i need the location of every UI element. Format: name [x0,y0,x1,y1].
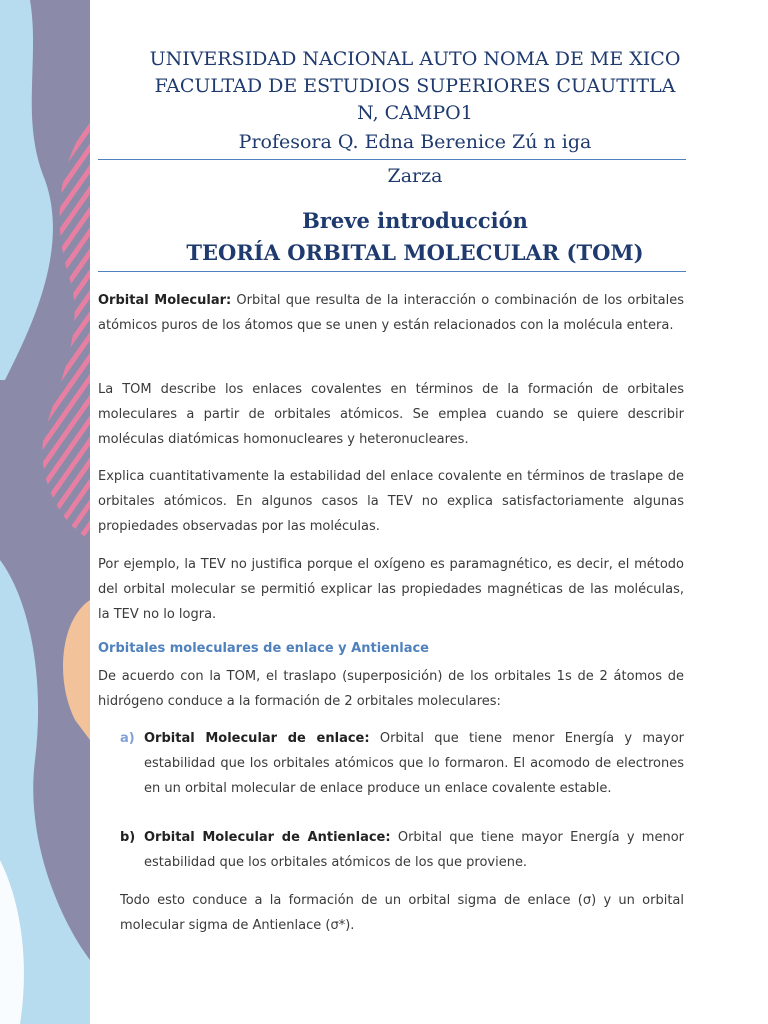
header-divider [98,159,686,160]
list-marker: b) [120,830,136,845]
title-divider [98,271,686,272]
professor-surname: Zarza [387,165,443,187]
paragraph-traslapo: De acuerdo con la TOM, el traslapo (superposición) de los orbitales 1s de 2 átomos de hidrógeno conduce a la formación de 2 orbitales moleculares: [98,669,684,709]
list-item-antienlace [120,825,684,875]
definition-enlace: Orbital que tiene menor Energía y mayor estabilidad que los orbitales atómicos que lo formaron. El acomodo de electrones en un orbital molecular de enlace produce un enlace covalente estable. [144,731,684,796]
paragraph-tom-description: La TOM describe los enlaces covalentes en términos de la formación de orbitales moleculares a partir de orbitales atómicos. Se emplea cuando se quiere describir moléculas diatómicas homonucleares y heteronucleares. [98,382,684,447]
paragraph-stability: Explica cuantitativamente la estabilidad del enlace covalente en términos de traslape de orbitales atómicos. En algunos casos la TEV no explica satisfactoriamente algunas propiedades observadas por las moléculas. [98,469,684,534]
doc-subtitle: Breve introducción [302,208,528,233]
doc-title: TEORÍA ORBITAL MOLECULAR (TOM) [186,240,644,265]
decorative-sidebar [0,0,90,1024]
paragraph-sigma: Todo esto conduce a la formación de un orbital sigma de enlace (σ) y un orbital molecular sigma de Antienlace (σ*). [120,893,684,933]
campus-name: N, CAMPO1 [357,102,473,124]
paragraph-orbital-molecular [98,288,684,338]
term-antienlace: Orbital Molecular de Antienlace: [144,830,391,845]
term-orbital-molecular: Orbital Molecular: [98,293,232,308]
section-heading: Orbitales moleculares de enlace y Antienlace [98,641,429,656]
university-name: UNIVERSIDAD NACIONAL AUTO NOMA DE ME XICO [149,48,681,70]
list-marker: a) [120,731,135,746]
definition-antienlace: Orbital que tiene mayor Energía y menor estabilidad que los orbitales atómicos de los que proviene. [144,830,684,870]
faculty-name: FACULTAD DE ESTUDIOS SUPERIORES CUAUTITLA [154,75,676,97]
list-item-enlace [120,726,684,801]
professor-name: Profesora Q. Edna Berenice Zú n iga [238,131,592,153]
paragraph-example: Por ejemplo, la TEV no justifica porque el oxígeno es paramagnético, es decir, el método del orbital molecular se permitió explicar las propiedades magnéticas de las moléculas, la TEV no lo logra. [98,557,684,622]
definition-orbital-molecular: Orbital que resulta de la interacción o combinación de los orbitales atómicos puros de los átomos que se unen y están relacionados con la molécula entera. [98,293,684,333]
term-enlace: Orbital Molecular de enlace: [144,731,370,746]
document-page [90,0,768,1024]
abstract-shapes-graphic [0,0,90,1024]
